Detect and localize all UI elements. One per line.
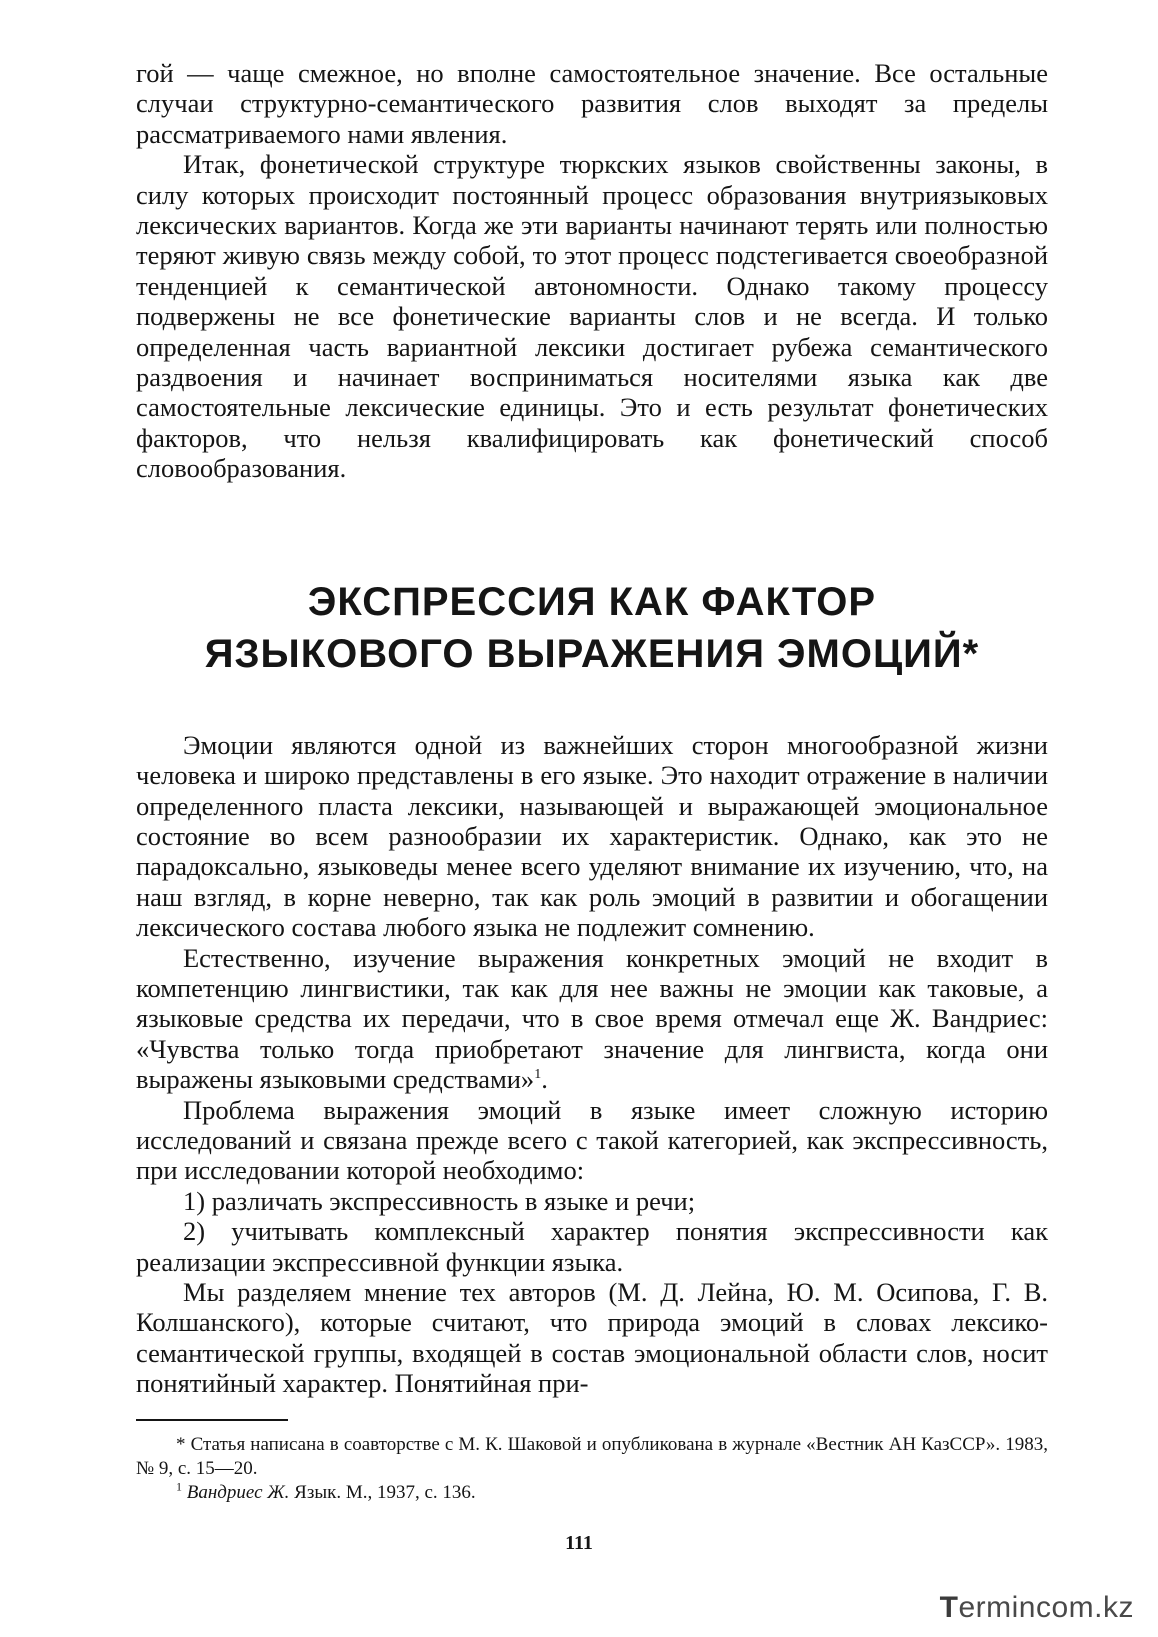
body-paragraph-4: Мы разделяем мнение тех авторов (М. Д. Лейна, Ю. М. Осипова, Г. В. Колшанского), которые считают, что природа эмоций в словах лексико-семантической группы, входящей в состав эмоциональной области слов, носит понятийный характер. Понятийная при- xyxy=(136,1277,1048,1399)
footnote-star: * Статья написана в соавторстве с М. К. Шаковой и опубликована в журнале «Вестник АН КазССР». 1983, № 9, с. 15—20. xyxy=(136,1433,1048,1479)
heading-line-2: ЯЗЫКОВОГО ВЫРАЖЕНИЯ ЭМОЦИЙ* xyxy=(204,631,980,676)
watermark-logo xyxy=(940,1591,1134,1625)
footnote-rule xyxy=(136,1419,288,1421)
paragraph-top-1: гой — чаще смежное, но вполне самостоятельное значение. Все остальные случаи структурно-семантического развития слов выходят за пределы рассматриваемого нами явления. xyxy=(136,58,1048,149)
watermark-prefix: T xyxy=(939,1591,959,1624)
footnote-ref-1: 1 xyxy=(534,1067,542,1083)
footnote-1-number: 1 xyxy=(176,1479,182,1494)
heading-line-1: ЭКСПРЕССИЯ КАК ФАКТОР xyxy=(307,579,877,624)
page-number: 111 xyxy=(565,1532,593,1554)
footnote-1-rest: Язык. М., 1937, с. 136. xyxy=(289,1481,476,1503)
watermark-o: o xyxy=(1051,1591,1069,1624)
body-paragraph-1: Эмоции являются одной из важнейших сторон многообразной жизни человека и широко представлены в его языке. Это находит отражение в наличии определенного пласта лексики, называющей и выражающей эмоциональное состояние во всем разнообразии их характеристик. Однако, как это не парадоксально, языковеды менее всего уделяют внимание их изучению, что, на наш взгляд, в корне неверно, так как роль эмоций в развитии и обогащении лексического состава любого языка не подлежит сомнению. xyxy=(136,729,1048,943)
article-heading xyxy=(136,576,1048,680)
body-paragraph-2-end: . xyxy=(541,1064,548,1095)
body-paragraph-3: Проблема выражения эмоций в языке имеет сложную историю исследований и связана прежде всего с такой категорией, как экспрессивность, при исследовании которой необходимо: xyxy=(136,1094,1048,1186)
footnote-1-author: Вандриес Ж. xyxy=(186,1481,290,1503)
paragraph-top-2: Итак, фонетической структуре тюркских языков свойственны законы, в силу которых происходит постоянный процесс образования внутриязыковых лексических вариантов. Когда же эти варианты начинают терять или полностью теряют живую связь между собой, то этот процесс подстегивается своеобразной тенденцией к семантической автономности. Однако такому процессу подвержены не все фонетические варианты слов и не всегда. И только определенная часть вариантной лексики достигает рубежа семантического раздвоения и начинает восприниматься носителями языка как две самостоятельные лексические единицы. Это и есть результат фонетических факторов, что нельзя квалифицировать как фонетический способ словообразования. xyxy=(136,149,1048,484)
list-item-1: 1) различать экспрессивность в языке и речи; xyxy=(183,1185,696,1216)
page-content xyxy=(136,58,1048,1505)
body-paragraph-2 xyxy=(136,943,1048,1095)
list-item-2: 2) учитывать комплексный характер понятия экспрессивности как реализации экспрессивной функции языка. xyxy=(136,1216,1048,1277)
watermark-main: erminc xyxy=(958,1591,1052,1624)
footnote-1 xyxy=(136,1481,1048,1505)
body-paragraph-2-text: Естественно, изучение выражения конкретных эмоций не входит в компетенцию лингвистики, так как для нее важны не эмоции как таковые, а языковые средства их передачи, что в свое время отмечал еще Ж. Вандриес: «Чувства только тогда приобретают значение для лингвиста, когда они выражены языковыми средствами» xyxy=(136,942,1048,1095)
watermark-suffix: m.kz xyxy=(1068,1591,1134,1624)
